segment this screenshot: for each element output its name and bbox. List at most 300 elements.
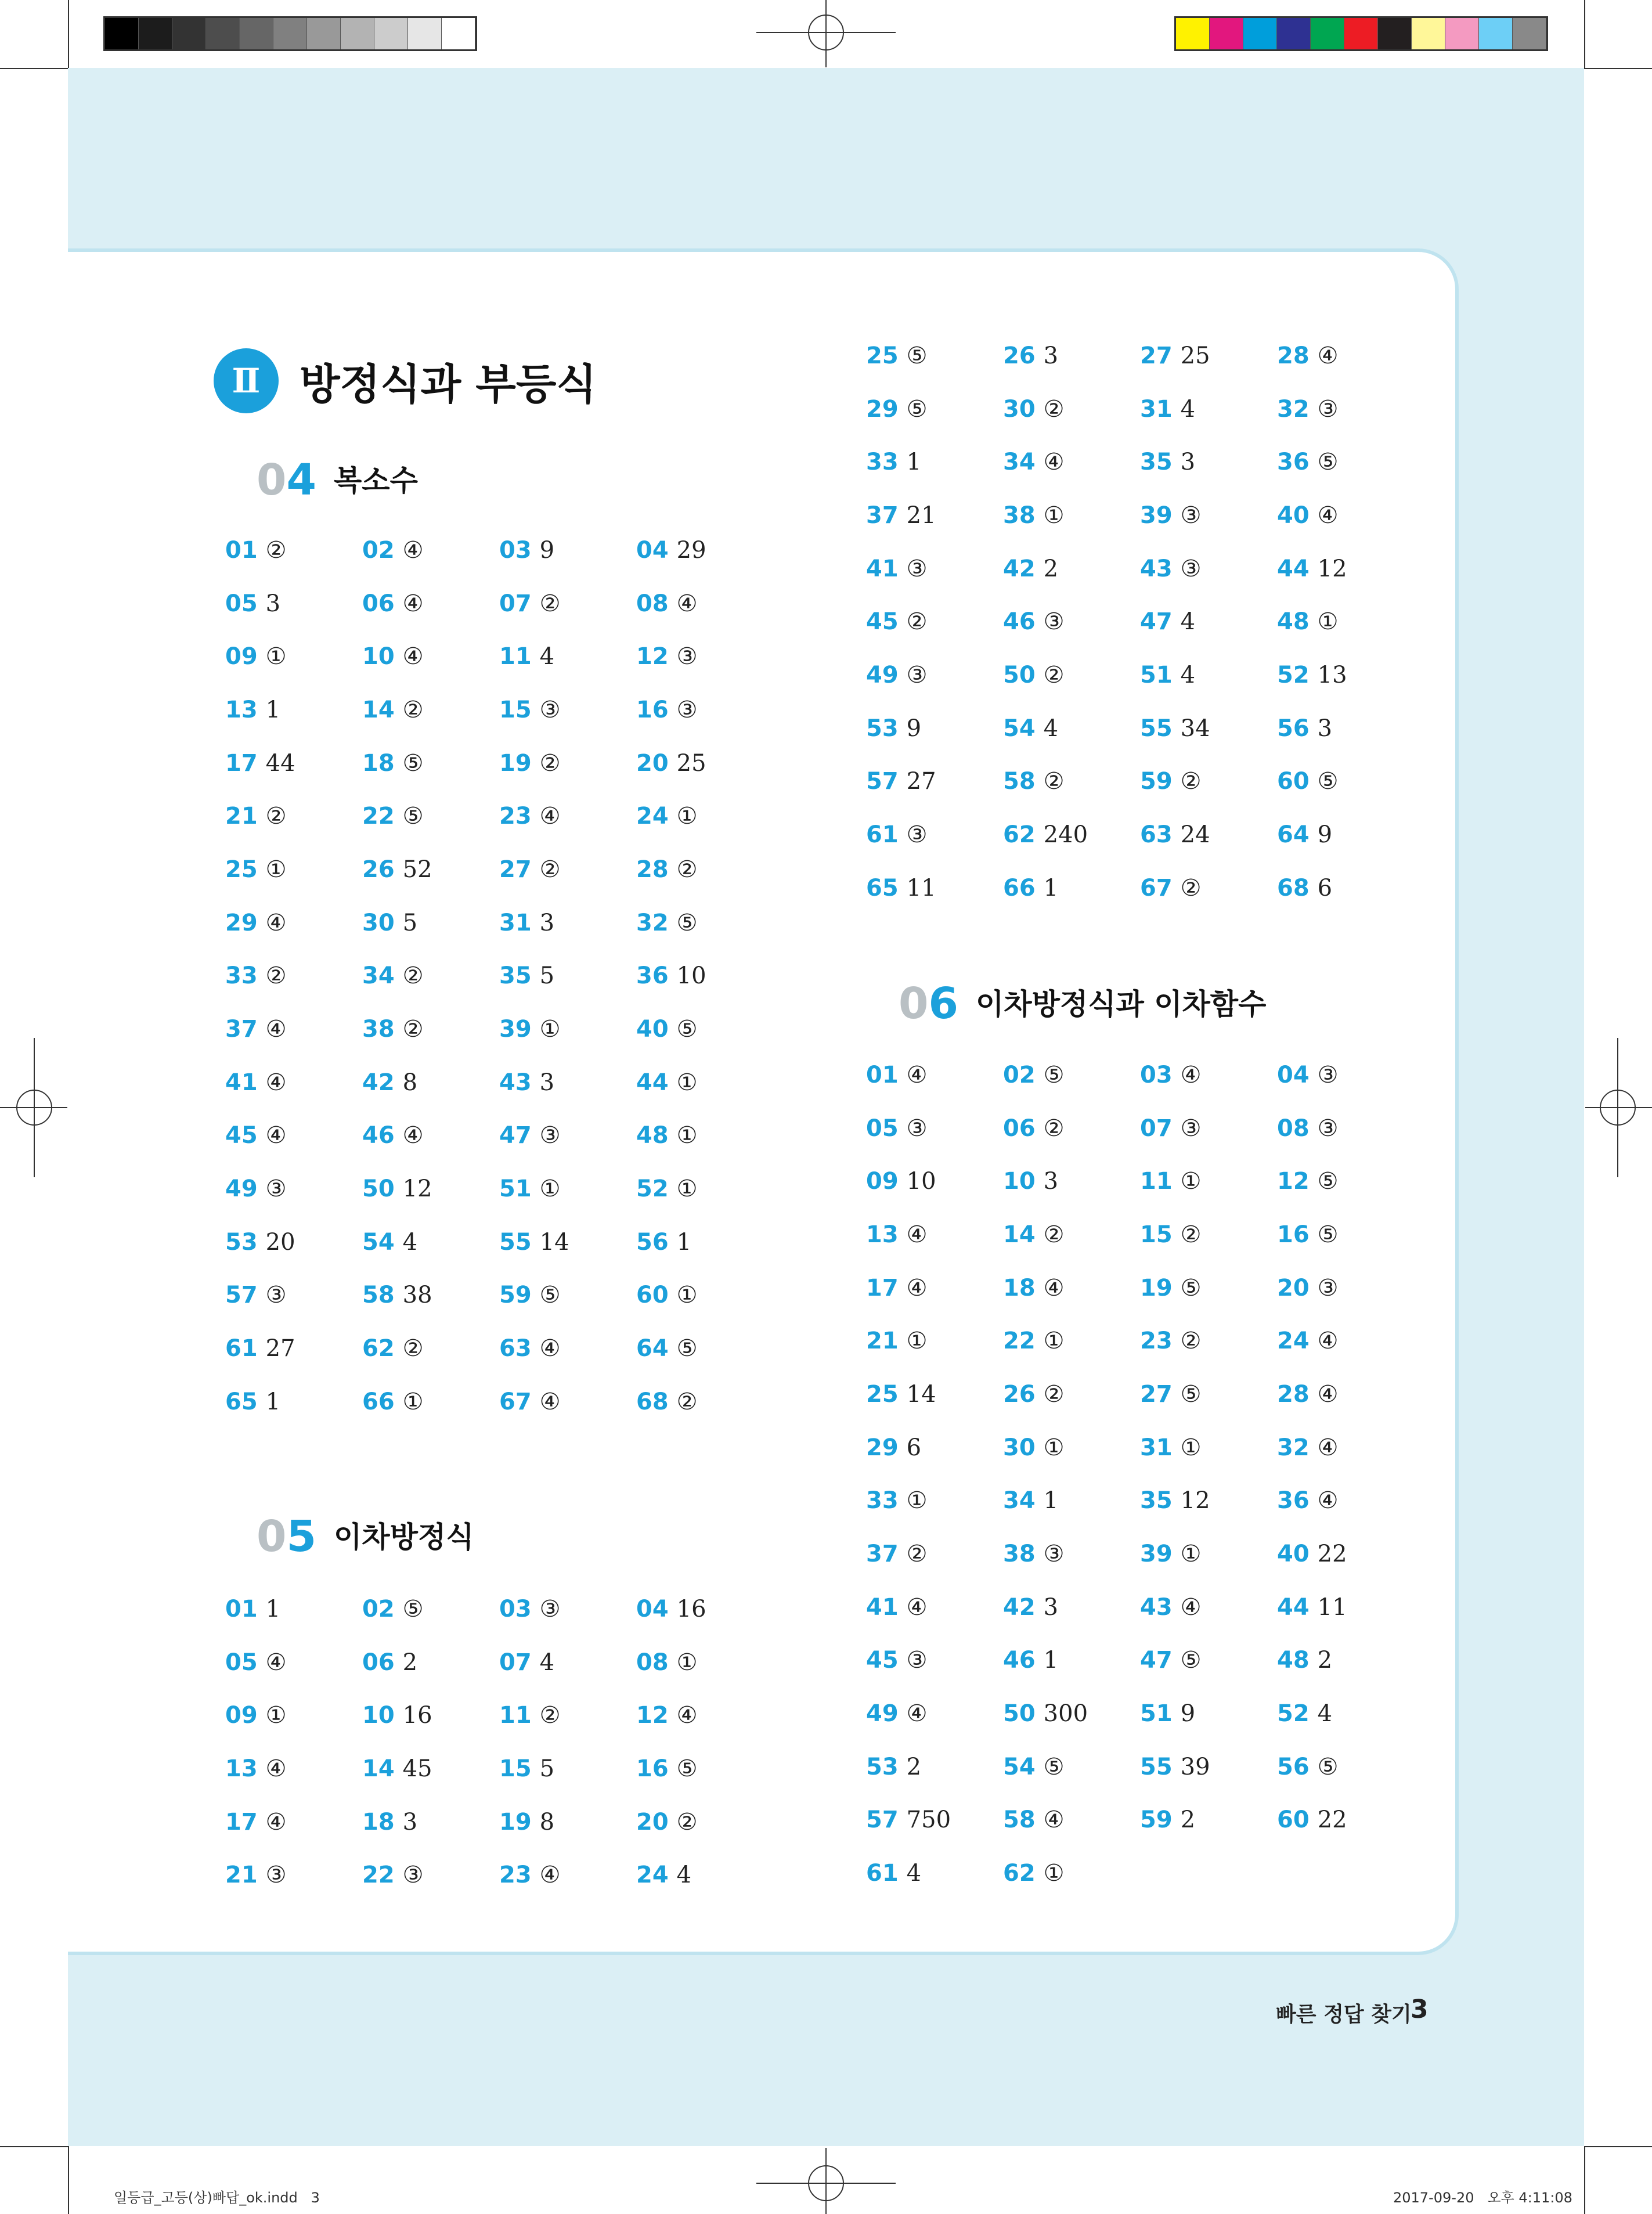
answer-item: [1140, 383, 1277, 436]
answer-item: [1140, 755, 1277, 809]
answer-item: [362, 1322, 499, 1375]
answer-value: ②: [676, 856, 698, 883]
color-swatch: [1277, 18, 1311, 49]
answer-value: ⑤: [402, 749, 424, 777]
question-number: 09: [225, 643, 258, 670]
answer-value: ①: [676, 803, 698, 830]
question-number: 62: [1003, 821, 1036, 849]
answer-value: 27: [265, 1335, 295, 1362]
answer-value: 20: [265, 1228, 295, 1256]
answer-item: [362, 1003, 499, 1056]
question-number: 18: [362, 749, 395, 777]
answer-value: ②: [265, 803, 287, 830]
question-number: 22: [362, 803, 395, 830]
question-number: 61: [866, 821, 899, 849]
answer-item: [1140, 1208, 1277, 1261]
question-number: 02: [362, 536, 395, 564]
answer-item: [1003, 1155, 1140, 1208]
question-number: 54: [1003, 1753, 1036, 1780]
question-number: 17: [225, 749, 258, 777]
question-number: 37: [225, 1016, 258, 1043]
answer-item: [362, 1689, 499, 1742]
question-number: 67: [1140, 874, 1173, 902]
answer-item: [1003, 1581, 1140, 1634]
answer-value: 5: [539, 962, 555, 990]
answer-value: 240: [1043, 821, 1088, 849]
answer-value: ④: [265, 1808, 287, 1836]
question-number: 06: [362, 590, 395, 617]
chapter-title: 방정식과 부등식: [300, 360, 597, 409]
question-number: 24: [636, 803, 669, 830]
answer-item: [636, 524, 773, 577]
print-slug-timestamp: 2017-09-20 오후 4:11:08: [1393, 2190, 1572, 2206]
question-number: 07: [1140, 1115, 1173, 1142]
question-number: 29: [866, 395, 899, 423]
answer-value: ①: [1043, 1860, 1065, 1887]
question-number: 37: [866, 1541, 899, 1568]
crop-mark: [1584, 2146, 1585, 2214]
color-swatch: [240, 18, 273, 49]
question-number: 04: [1277, 1061, 1310, 1088]
question-number: 06: [1003, 1115, 1036, 1142]
question-number: 09: [866, 1168, 899, 1195]
question-number: 06: [362, 1649, 395, 1676]
crop-mark: [68, 0, 69, 68]
answer-item: [1140, 1527, 1277, 1581]
answer-value: ②: [539, 856, 561, 883]
answer-value: ⑤: [539, 1282, 561, 1309]
answer-item: [866, 1581, 1003, 1634]
answer-value: ④: [676, 590, 698, 617]
question-number: 36: [1277, 1487, 1310, 1515]
question-number: 35: [1140, 449, 1173, 476]
answer-item: [1140, 1314, 1277, 1368]
question-number: 53: [225, 1228, 258, 1256]
answer-value: ③: [906, 661, 928, 688]
answer-item: [636, 1375, 773, 1429]
question-number: 13: [225, 696, 258, 723]
answer-value: ①: [676, 1282, 698, 1309]
answer-value: 2: [402, 1649, 418, 1676]
answer-item: [866, 1847, 1003, 1900]
answer-value: 11: [906, 874, 936, 902]
answer-value: ⑤: [676, 909, 698, 936]
answer-item: [1277, 1581, 1414, 1634]
answer-item: [225, 1582, 362, 1636]
answer-value: 25: [1180, 342, 1210, 369]
answer-value: 38: [402, 1282, 432, 1309]
answer-value: ④: [539, 1862, 561, 1889]
answer-item: [1003, 1261, 1140, 1315]
answer-item: [362, 1742, 499, 1795]
answer-value: ①: [402, 1388, 424, 1415]
answer-item: [225, 577, 362, 630]
crop-mark: [1584, 68, 1652, 69]
answer-item: [866, 1794, 1003, 1847]
answer-value: 3: [402, 1808, 418, 1836]
color-swatch: [408, 18, 442, 49]
answer-value: 27: [906, 768, 936, 795]
answer-item: [1140, 702, 1277, 755]
answer-value: ④: [676, 1702, 698, 1729]
section-title: 이차방정식과 이차함수: [976, 987, 1267, 1021]
chapter-numeral-badge: Ⅱ: [214, 348, 279, 413]
answer-item: [866, 1474, 1003, 1528]
answer-value: ③: [676, 643, 698, 670]
question-number: 26: [1003, 342, 1036, 369]
answer-value: ④: [402, 643, 424, 670]
answer-item: [866, 1740, 1003, 1794]
answer-item: [1277, 648, 1414, 702]
question-number: 49: [866, 1700, 899, 1728]
answer-item: [1277, 1261, 1414, 1315]
answer-value: 4: [402, 1228, 418, 1256]
question-number: 23: [1140, 1328, 1173, 1355]
question-number: 29: [866, 1434, 899, 1461]
answer-value: ①: [676, 1175, 698, 1203]
question-number: 52: [1277, 1700, 1310, 1728]
question-number: 32: [1277, 1434, 1310, 1461]
answer-item: [1140, 1794, 1277, 1847]
color-swatch: [206, 18, 240, 49]
question-number: 56: [1277, 715, 1310, 742]
answer-value: ③: [1180, 555, 1202, 582]
question-number: 18: [1003, 1274, 1036, 1301]
question-number: 34: [1003, 449, 1036, 476]
question-number: 35: [1140, 1487, 1173, 1515]
answer-item: [1277, 808, 1414, 861]
question-number: 08: [1277, 1115, 1310, 1142]
question-number: 26: [362, 856, 395, 883]
color-swatch: [1445, 18, 1479, 49]
answer-item: [499, 683, 636, 737]
answer-value: 3: [1043, 1593, 1059, 1621]
question-number: 25: [225, 856, 258, 883]
answer-value: 3: [539, 1069, 555, 1096]
answer-value: ②: [676, 1388, 698, 1415]
answer-value: 8: [402, 1069, 418, 1096]
registration-mark-line: [1585, 1107, 1652, 1108]
question-number: 61: [866, 1860, 899, 1887]
answer-item: [1277, 1421, 1414, 1474]
answer-value: ①: [1043, 1328, 1065, 1355]
answer-value: ⑤: [402, 803, 424, 830]
question-number: 15: [499, 696, 532, 723]
answer-item: [362, 1848, 499, 1902]
question-number: 27: [1140, 342, 1173, 369]
answer-value: ⑤: [1043, 1753, 1065, 1780]
answer-item: [636, 1582, 773, 1636]
answer-value: ②: [539, 749, 561, 777]
question-number: 12: [636, 643, 669, 670]
answer-value: ④: [1043, 1806, 1065, 1834]
answer-value: ④: [1317, 1434, 1339, 1461]
answer-value: ④: [265, 1016, 287, 1043]
color-swatch: [1344, 18, 1378, 49]
question-number: 68: [1277, 874, 1310, 902]
answer-item: [636, 1689, 773, 1742]
answer-value: ①: [265, 1702, 287, 1729]
answer-value: 12: [1180, 1487, 1210, 1515]
question-number: 38: [362, 1016, 395, 1043]
question-number: 57: [225, 1282, 258, 1309]
answer-item: [636, 1216, 773, 1269]
answer-item: [499, 524, 636, 577]
question-number: 54: [1003, 715, 1036, 742]
answer-item: [1140, 1634, 1277, 1687]
answer-value: 3: [1043, 1168, 1059, 1195]
answer-value: ②: [1043, 1380, 1065, 1408]
question-number: 41: [866, 555, 899, 582]
question-number: 28: [636, 856, 669, 883]
answer-value: ④: [539, 803, 561, 830]
answer-value: 300: [1043, 1700, 1088, 1728]
question-number: 39: [1140, 1541, 1173, 1568]
question-number: 30: [1003, 395, 1036, 423]
question-number: 35: [499, 962, 532, 990]
answer-item: [866, 489, 1003, 542]
answer-item: [1140, 1740, 1277, 1794]
question-number: 16: [1277, 1221, 1310, 1248]
question-number: 10: [362, 1702, 395, 1729]
answer-item: [362, 896, 499, 950]
question-number: 20: [636, 1808, 669, 1836]
answer-item: [1003, 1527, 1140, 1581]
color-swatch: [1513, 18, 1546, 49]
answer-item: [1277, 702, 1414, 755]
answer-item: [1003, 595, 1140, 648]
section-number: 05: [257, 1512, 316, 1562]
answer-value: 25: [676, 749, 706, 777]
answer-item: [499, 577, 636, 630]
answer-item: [362, 737, 499, 790]
answer-value: ④: [906, 1700, 928, 1728]
question-number: 47: [499, 1122, 532, 1149]
answer-item: [636, 1162, 773, 1216]
answer-item: [866, 755, 1003, 809]
question-number: 46: [1003, 1647, 1036, 1674]
answer-item: [1277, 1048, 1414, 1102]
answer-value: 10: [676, 962, 706, 990]
answer-item: [636, 683, 773, 737]
answer-value: 4: [676, 1862, 692, 1889]
question-number: 43: [499, 1069, 532, 1096]
answer-value: ③: [1317, 1061, 1339, 1088]
question-number: 65: [866, 874, 899, 902]
question-number: 33: [866, 449, 899, 476]
answer-grid-05: [225, 1582, 773, 1902]
section-heading-05: [257, 1512, 474, 1562]
page-number: 3: [1411, 1995, 1429, 2024]
answer-item: [362, 1056, 499, 1109]
answer-item: [1003, 489, 1140, 542]
answer-item: [636, 1848, 773, 1902]
question-number: 22: [1003, 1328, 1036, 1355]
answer-item: [499, 1689, 636, 1742]
answer-value: 14: [539, 1228, 569, 1256]
answer-value: 21: [906, 502, 936, 529]
question-number: 33: [225, 962, 258, 990]
registration-mark-line: [1617, 1038, 1618, 1177]
answer-item: [1003, 1208, 1140, 1261]
answer-value: 4: [1180, 608, 1196, 636]
answer-item: [362, 1795, 499, 1849]
answer-item: [636, 1056, 773, 1109]
question-number: 13: [225, 1755, 258, 1782]
question-number: 16: [636, 1755, 669, 1782]
question-number: 24: [636, 1862, 669, 1889]
crop-mark: [0, 68, 68, 69]
answer-value: 4: [906, 1860, 922, 1887]
answer-value: ③: [906, 555, 928, 582]
answer-value: ③: [906, 821, 928, 849]
answer-item: [866, 383, 1003, 436]
answer-item: [225, 1795, 362, 1849]
answer-item: [1003, 1794, 1140, 1847]
section-heading-04: [257, 455, 418, 505]
answer-item: [499, 630, 636, 683]
answer-item: [1277, 1208, 1414, 1261]
question-number: 37: [866, 502, 899, 529]
answer-item: [225, 950, 362, 1003]
answer-item: [866, 1048, 1003, 1102]
answer-item: [636, 630, 773, 683]
question-number: 43: [1140, 555, 1173, 582]
answer-item: [225, 1109, 362, 1163]
answer-item: [1140, 1102, 1277, 1155]
question-number: 62: [362, 1335, 395, 1362]
question-number: 64: [636, 1335, 669, 1362]
answer-item: [1277, 383, 1414, 436]
answer-value: ①: [676, 1649, 698, 1676]
answer-value: ⑤: [906, 395, 928, 423]
answer-item: [1140, 1368, 1277, 1421]
question-number: 48: [1277, 608, 1310, 636]
question-number: 40: [1277, 502, 1310, 529]
answer-value: ③: [676, 696, 698, 723]
answer-item: [866, 648, 1003, 702]
answer-item: [1003, 1474, 1140, 1528]
question-number: 15: [1140, 1221, 1173, 1248]
answer-value: 1: [1043, 1647, 1059, 1674]
answer-value: ①: [1180, 1541, 1202, 1568]
answer-item: [1140, 489, 1277, 542]
question-number: 12: [636, 1702, 669, 1729]
answer-item: [636, 737, 773, 790]
question-number: 53: [866, 1753, 899, 1780]
answer-value: 10: [906, 1168, 936, 1195]
answer-item: [636, 1322, 773, 1375]
answer-item: [636, 789, 773, 843]
answer-value: ⑤: [1317, 768, 1339, 795]
answer-value: ②: [1043, 1115, 1065, 1142]
answer-value: 1: [265, 1388, 281, 1415]
question-number: 45: [866, 608, 899, 636]
answer-item: [499, 1056, 636, 1109]
answer-item: [1003, 808, 1140, 861]
answer-item: [636, 896, 773, 950]
answer-value: 4: [1043, 715, 1059, 742]
section-number: 04: [257, 455, 316, 505]
answer-item: [1277, 1634, 1414, 1687]
answer-value: ④: [265, 1122, 287, 1149]
answer-item: [1003, 1421, 1140, 1474]
answer-value: ②: [1043, 1221, 1065, 1248]
answer-item: [1277, 595, 1414, 648]
question-number: 31: [1140, 395, 1173, 423]
answer-item: [362, 950, 499, 1003]
section-title: 이차방정식: [334, 1520, 474, 1554]
question-number: 08: [636, 590, 669, 617]
answer-item: [636, 1109, 773, 1163]
question-number: 02: [362, 1595, 395, 1622]
answer-item: [362, 1109, 499, 1163]
answer-value: ④: [265, 1649, 287, 1676]
question-number: 20: [1277, 1274, 1310, 1301]
question-number: 19: [499, 749, 532, 777]
answer-item: [866, 595, 1003, 648]
question-number: 04: [636, 536, 669, 564]
answer-item: [1277, 1155, 1414, 1208]
answer-item: [636, 950, 773, 1003]
question-number: 51: [1140, 1700, 1173, 1728]
answer-value: ③: [539, 1122, 561, 1149]
answer-item: [499, 1582, 636, 1636]
question-number: 14: [362, 696, 395, 723]
answer-value: ④: [1317, 1487, 1339, 1515]
registration-mark-line: [825, 0, 827, 67]
print-slug-filename: 일등급_고등(상)빠답_ok.indd 3: [114, 2190, 320, 2206]
question-number: 17: [866, 1274, 899, 1301]
answer-value: 750: [906, 1806, 951, 1834]
question-number: 52: [636, 1175, 669, 1203]
answer-value: ⑤: [1317, 449, 1339, 476]
answer-item: [1140, 1421, 1277, 1474]
answer-item: [499, 1848, 636, 1902]
answer-value: ⑤: [1317, 1221, 1339, 1248]
answer-item: [225, 1162, 362, 1216]
question-number: 38: [1003, 1541, 1036, 1568]
answer-value: 14: [906, 1380, 936, 1408]
answer-value: 1: [906, 449, 922, 476]
answer-item: [362, 1375, 499, 1429]
answer-item: [499, 896, 636, 950]
question-number: 46: [1003, 608, 1036, 636]
color-swatch: [1243, 18, 1277, 49]
answer-value: ③: [265, 1862, 287, 1889]
question-number: 25: [866, 342, 899, 369]
question-number: 39: [1140, 502, 1173, 529]
answer-item: [362, 524, 499, 577]
section-number: 06: [899, 979, 958, 1029]
answer-value: 1: [676, 1228, 692, 1256]
footer-title: 빠른 정답 찾기: [1276, 2003, 1412, 2027]
question-number: 42: [1003, 1593, 1036, 1621]
question-number: 30: [362, 909, 395, 936]
question-number: 58: [362, 1282, 395, 1309]
question-number: 01: [866, 1061, 899, 1088]
answer-item: [1277, 861, 1414, 915]
question-number: 58: [1003, 768, 1036, 795]
answer-item: [225, 843, 362, 896]
question-number: 07: [499, 590, 532, 617]
answer-item: [225, 1689, 362, 1742]
answer-item: [225, 1003, 362, 1056]
color-swatch: [1176, 18, 1210, 49]
answer-value: ③: [1043, 1541, 1065, 1568]
answer-item: [1140, 808, 1277, 861]
question-number: 34: [362, 962, 395, 990]
